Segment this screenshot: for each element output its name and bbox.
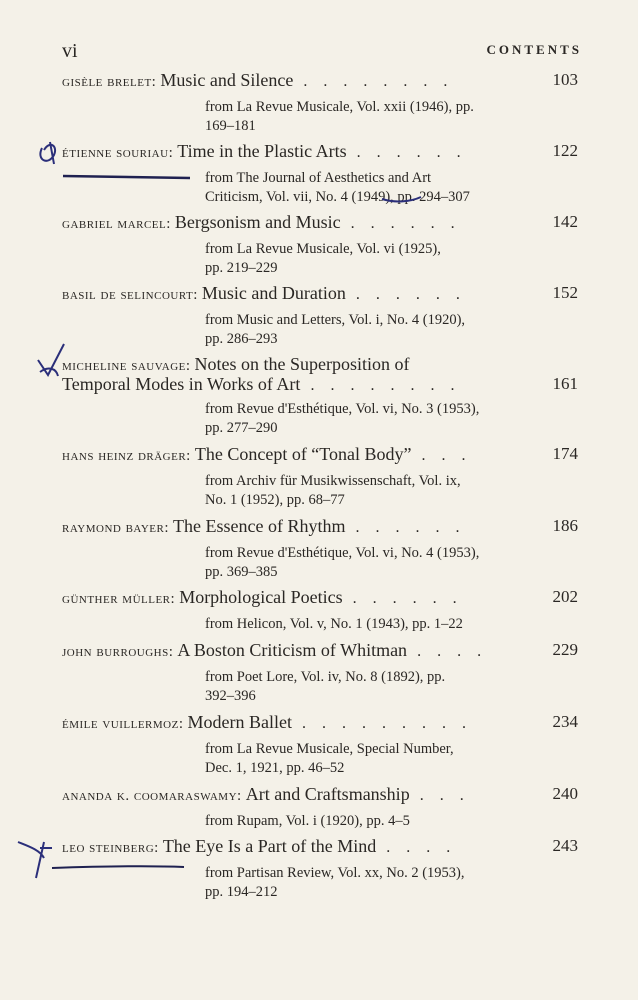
source-line: 392–396 (205, 688, 256, 704)
leader-dots: . . . . . . . . . (292, 715, 472, 732)
leader-dots: . . . . . . (342, 590, 463, 607)
entry-author: gabriel marcel: (62, 216, 171, 232)
entry-author: micheline sauvage: (62, 358, 191, 374)
source-line: from Helicon, Vol. v, No. 1 (1943), pp. 1–22 (205, 616, 463, 632)
leader-dots: . . . . (376, 839, 457, 856)
toc-entry (62, 836, 578, 902)
source-line: Dec. 1, 1921, pp. 46–52 (205, 760, 345, 776)
source-line: from La Revue Musicale, Vol. vi (1925), (205, 241, 441, 257)
entry-title-continued: Temporal Modes in Works of Art (62, 374, 301, 394)
leader-dots: . . . . . . (345, 519, 466, 536)
entry-source (205, 311, 535, 349)
source-line: pp. 194–212 (205, 884, 278, 900)
entry-author: basil de selincourt: (62, 287, 198, 303)
entry-page-number: 103 (552, 70, 578, 89)
entry-page-number: 202 (552, 587, 578, 606)
entry-page-number: 243 (552, 836, 578, 855)
entry-title: The Eye Is a Part of the Mind (162, 836, 377, 856)
entry-title: Art and Craftsmanship (245, 784, 410, 804)
entry-page-number: 234 (552, 712, 578, 731)
handwritten-mark (18, 842, 52, 878)
entry-source (205, 864, 535, 902)
leader-dots: . . . . (407, 643, 488, 660)
source-line: Criticism, Vol. vii, No. 4 (1949), pp. 294–307 (205, 189, 470, 205)
toc-entry (62, 784, 578, 831)
entry-page-number: 186 (552, 516, 578, 535)
toc-entry (62, 587, 578, 634)
source-line: from Revue d'Esthétique, Vol. vi, No. 3 (1953), (205, 401, 480, 417)
entry-source (205, 668, 535, 706)
source-line: from Music and Letters, Vol. i, No. 4 (1920), (205, 312, 466, 328)
toc-entry (62, 141, 578, 207)
source-line: from Partisan Review, Vol. xx, No. 2 (1953), (205, 865, 465, 881)
toc-entry (62, 712, 578, 778)
toc-entry (62, 283, 578, 349)
entry-source (205, 812, 535, 831)
source-line: No. 1 (1952), pp. 68–77 (205, 492, 345, 508)
source-line: pp. 219–229 (205, 260, 278, 276)
toc-entry (62, 212, 578, 278)
entry-page-number: 240 (552, 784, 578, 803)
entry-author: raymond bayer: (62, 520, 170, 536)
entry-title: Modern Ballet (187, 712, 292, 732)
entry-page-number: 161 (552, 374, 578, 393)
source-line: from Revue d'Esthétique, Vol. vi, No. 4 (1953), (205, 545, 480, 561)
leader-dots: . . . . . . . . (300, 377, 461, 394)
source-line: pp. 286–293 (205, 331, 278, 347)
source-line: from Rupam, Vol. i (1920), pp. 4–5 (205, 813, 410, 829)
entry-author: émile vuillermoz: (62, 716, 184, 732)
leader-dots: . . . . . . (345, 286, 466, 303)
entry-title: Morphological Poetics (179, 587, 343, 607)
source-line: from Poet Lore, Vol. iv, No. 8 (1892), pp. (205, 669, 446, 685)
entry-title: A Boston Criticism of Whitman (177, 640, 408, 660)
toc-entry (62, 354, 578, 438)
entry-source (205, 240, 535, 278)
toc-entry (62, 70, 578, 136)
leader-dots: . . . (411, 447, 472, 464)
page-header (62, 40, 582, 64)
source-line: from The Journal of Aesthetics and Art (205, 170, 432, 186)
toc-entry (62, 444, 578, 510)
source-line: pp. 277–290 (205, 420, 278, 436)
leader-dots: . . . . . . (346, 144, 467, 161)
entry-author: gisèle brelet: (62, 74, 157, 90)
entry-title: The Essence of Rhythm (173, 516, 346, 536)
leader-dots: . . . (409, 787, 470, 804)
page-number: vi (62, 40, 78, 62)
entry-title: Bergsonism and Music (174, 212, 341, 232)
running-head: CONTENTS (486, 42, 582, 57)
source-line: from La Revue Musicale, Vol. xxii (1946), pp. (205, 99, 474, 115)
entry-page-number: 142 (552, 212, 578, 231)
source-line: from Archiv für Musikwissenschaft, Vol. ix, (205, 473, 461, 489)
source-line: from La Revue Musicale, Special Number, (205, 741, 454, 757)
toc-entry (62, 640, 578, 706)
source-line: pp. 369–385 (205, 564, 278, 580)
entry-author: étienne souriau: (62, 145, 174, 161)
entry-source (205, 544, 535, 582)
entry-author: günther müller: (62, 591, 176, 607)
handwritten-mark (38, 344, 64, 376)
entry-page-number: 174 (552, 444, 578, 463)
entry-title: Music and Silence (160, 70, 294, 90)
entry-title: Notes on the Superposition of (194, 354, 410, 374)
entry-page-number: 229 (552, 640, 578, 659)
entry-page-number: 122 (552, 141, 578, 160)
toc-entry (62, 516, 578, 582)
entry-source (205, 400, 535, 438)
entry-author: hans heinz dräger: (62, 448, 191, 464)
entry-source (205, 615, 535, 634)
source-line: 169–181 (205, 118, 256, 134)
entry-page-number: 152 (552, 283, 578, 302)
entry-title: Time in the Plastic Arts (177, 141, 347, 161)
leader-dots: . . . . . . (340, 215, 461, 232)
entry-author: ananda k. coomaraswamy: (62, 788, 242, 804)
entry-source (205, 169, 535, 207)
entry-source (205, 472, 535, 510)
entry-author: john burroughs: (62, 644, 174, 660)
handwritten-mark (40, 142, 55, 164)
entry-source (205, 98, 535, 136)
entry-author: leo steinberg: (62, 840, 159, 856)
entry-source (205, 740, 535, 778)
entry-title: The Concept of “Tonal Body” (194, 444, 412, 464)
leader-dots: . . . . . . . . (293, 73, 454, 90)
entry-title: Music and Duration (201, 283, 346, 303)
